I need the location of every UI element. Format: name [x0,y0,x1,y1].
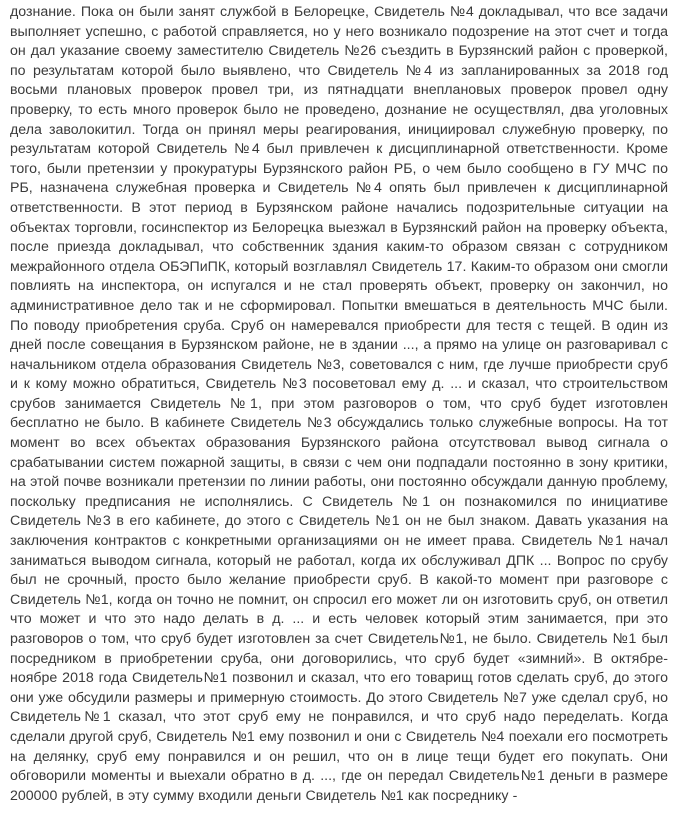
body-paragraph: дознание. Пока он были занят службой в Белорецке, Свидетель №4 докладывал, что все задачи выполняет успешно, с работой справляется, но у него возникало подозрение на этот счет и тогда он дал указание своему заместителю Свидетель №26 съездить в Бурзянский район с проверкой, по результатам которой было выявлено, что Свидетель №4 из запланированных за 2018 год восьми плановых проверок провел три, из пятнадцати внеплановых проверок провел одну проверку, то есть много проверок было не проведено, дознание не осуществлял, два уголовных дела заволокитил. Тогда он принял меры реагирования, инициировал служебную проверку, по результатам которой Свидетель №4 был привлечен к дисциплинарной ответственности. Кроме того, были претензии у прокуратуры Бурзянского район РБ, о чем было сообщено в ГУ МЧС по РБ, назначена служебная проверка и Свидетель №4 опять был привлечен к дисциплинарной ответственности. В этот период в Бурзянском районе начались подозрительные ситуации на объектах торговли, госинспектор из Белорецка выезжал в Бурзянский район на проверку объекта, после приезда докладывал, что собственник здания каким-то образом связан с сотрудником межрайонного отдела ОБЭПиПК, который возглавлял Свидетель 17. Каким-то образом они смогли повлиять на инспектора, он испугался и не стал проверять объект, проверку он закончил, но административное дело так и не сформировал. Попытки вмешаться в деятельность МЧС были. По поводу приобретения сруба. Сруб он намеревался приобрести для тестя с тещей. В один из дней после совещания в Бурзянском районе, не в здании ..., а прямо на улице он разговаривал с начальником отдела образования Свидетель №3, советовался с ним, где лучше приобрести сруб и к кому можно обратиться, Свидетель №3 посоветовал ему д. ... и сказал, что строительством срубов занимается Свидетель №1, при этом разговоров о том, что сруб будет изготовлен бесплатно не было. В кабинете Свидетель №3 обсуждались только служебные вопросы. На тот момент во всех объектах образования Бурзянского района отсутствовал вывод сигнала о срабатывании систем пожарной защиты, в связи с чем они подпадали постоянно в зону критики, на этой почве возникали претензии по линии работы, они постоянно обсуждали данную проблему, поскольку предписания не исполнялись. С Свидетель №1 он познакомился по инициативе Свидетель №3 в его кабинете, до этого с Свидетель №1 он не был знаком. Давать указания на заключения контрактов с конкретными организациями он не имеет права. Свидетель №1 начал заниматься выводом сигнала, который не работал, когда их обслуживал ДПК ... Вопрос по срубу был не срочный, просто было желание приобрести сруб. В какой-то момент при разговоре с Свидетель №1, когда он точно не помнит, он спросил его может ли он изготовить сруб, он ответил что может и что это надо делать в д. ... и есть человек который этим занимается, при это разговоров о том, что сруб будет изготовлен за счет Свидетель№1, не было. Свидетель №1 был посредником в приобретении сруба, они договорились, что сруб будет «зимний». В октябре-ноябре 2018 года Свидетель№1 позвонил и сказал, что его товарищ готов сделать сруб, до этого они уже обсудили размеры и примерную стоимость. До этого Свидетель №7 уже сделал сруб, но Свидетель№1 сказал, что этот сруб ему не понравился, и что сруб надо переделать. Когда сделали другой сруб, Свидетель №1 ему позвонил и они с Свидетель №4 поехали его посмотреть на делянку, сруб ему понравился и он решил, что он в лице тещи будет его покупать. Они обговорили моменты и выехали обратно в д. ..., где он передал Свидетель№1 деньги в размере 200000 рублей, в эту сумму входили деньги Свидетель №1 как посреднику - [10,4,668,804]
document-page [10,3,668,806]
